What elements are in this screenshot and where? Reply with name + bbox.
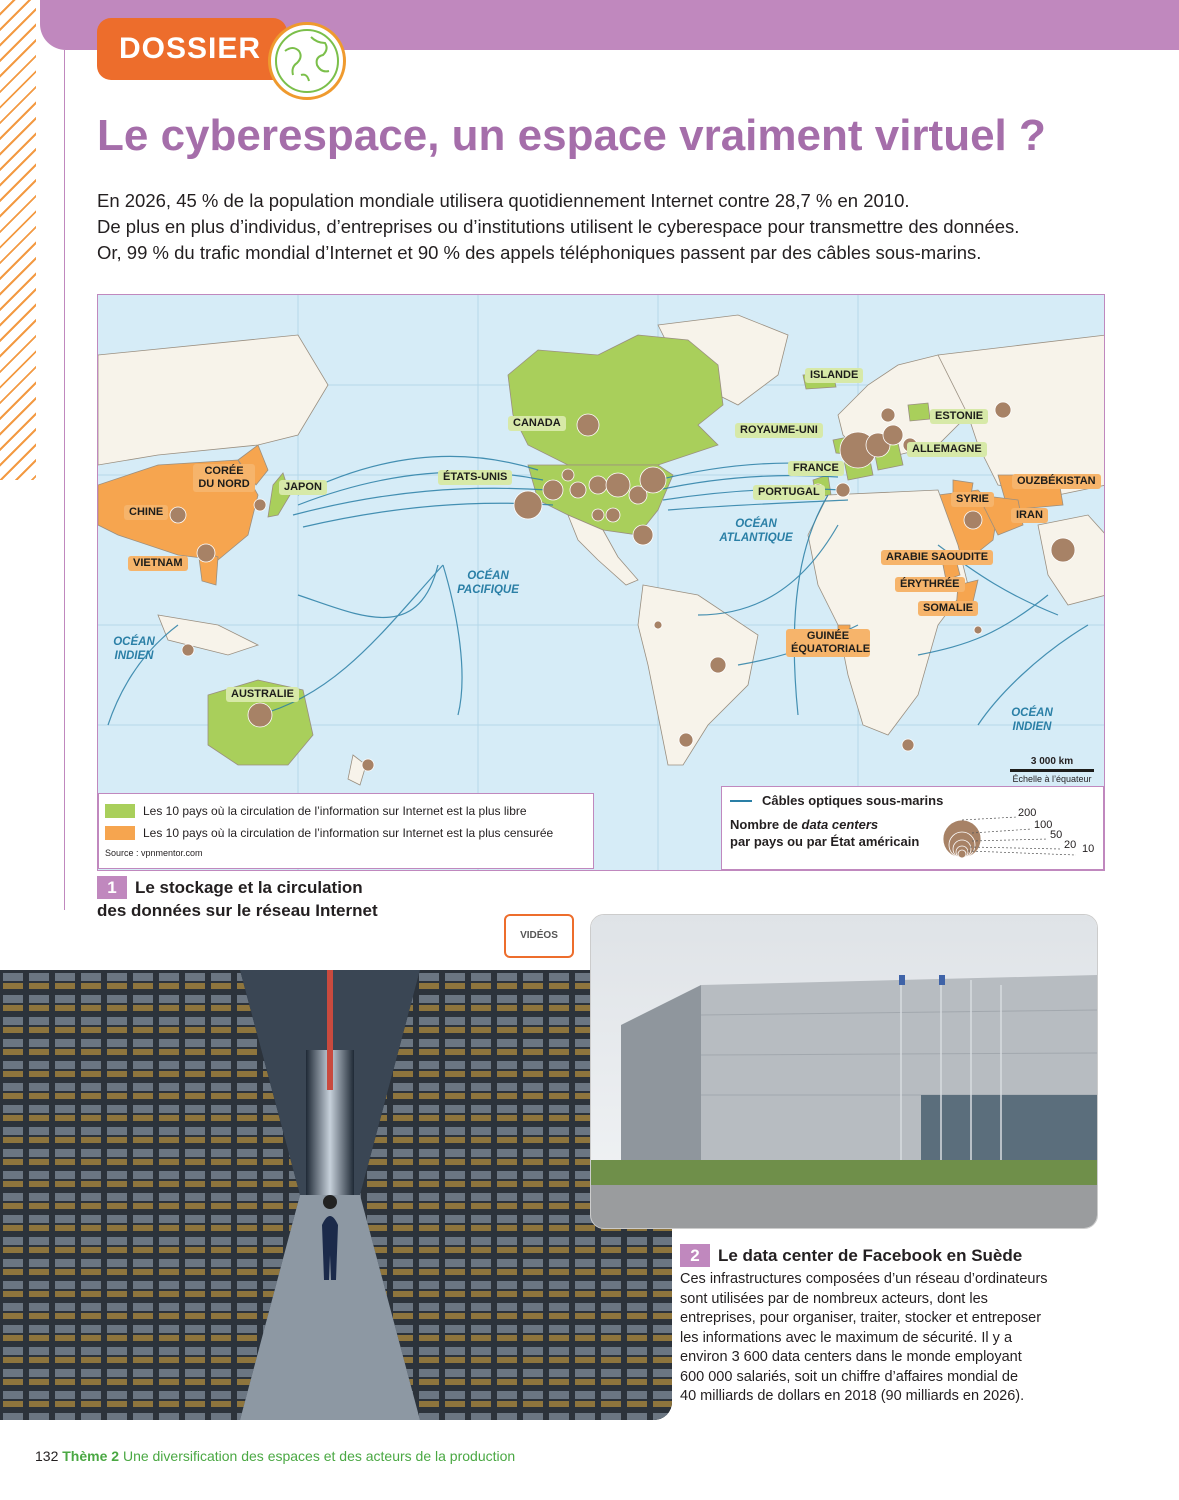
label-allemagne: ALLEMAGNE [907,442,987,457]
datacenter-circle [362,759,374,771]
doc2-number: 2 [680,1244,710,1267]
datacenter-circle [974,626,982,634]
scale-bar [1010,769,1094,772]
legend-cable-swatch [730,800,752,802]
map-source: Source : vpnmentor.com [105,848,203,858]
label-erythree: ÉRYTHRÉE [895,577,965,592]
doc2-line: 40 milliards de dollars en 2018 (90 milliards en 2026). [680,1388,1025,1404]
dossier-tag: DOSSIER [97,18,287,80]
doc2-body [680,1270,1100,1407]
datacenter-circle [640,467,666,493]
legend-cable-row [730,793,1095,808]
doc1-number: 1 [97,876,127,899]
datacenter-circle [654,621,662,629]
doc2-line: environ 3 600 data centers dans le monde employant [680,1349,1022,1365]
facebook-datacenter-photo [590,914,1098,1229]
intro-line: En 2026, 45 % de la population mondiale utilisera quotidiennement Internet contre 28,7 % en 2010. [97,190,910,211]
map-scale [1010,756,1094,784]
world-map [97,294,1105,871]
datacenter-circle [514,491,542,519]
label-portugal: PORTUGAL [753,485,825,500]
legend-circle-100: 100 [1034,819,1053,831]
doc2-line: 600 000 salariés, soit un chiffre d’affaires mondial de [680,1368,1019,1385]
legend-circle-50: 50 [1050,829,1063,841]
label-etats-unis: ÉTATS-UNIS [438,470,512,485]
legend-dc-prefix: Nombre de [730,817,802,832]
label-japon: JAPON [279,480,327,495]
legend-censored-row [105,822,587,844]
datacenter-circle [633,525,653,545]
doc2-line: Ces infrastructures composées d’un réseau d’ordinateurs [680,1271,1048,1287]
legend-circle-200: 200 [1018,807,1037,819]
label-ouzbekistan: OUZBÉKISTAN [1012,474,1101,489]
datacenter-circle [964,511,982,529]
legend-free-row [105,800,587,822]
datacenter-circle [679,733,693,747]
doc2-line: entreprises, pour organiser, traiter, stocker et entreposer [680,1310,1042,1326]
ocean-atlantique-label: OCÉAN ATLANTIQUE [719,518,793,544]
label-france: FRANCE [788,461,844,476]
datacenter-circle [592,509,604,521]
datacenter-circle [881,408,895,422]
label-chine: CHINE [124,505,168,520]
label-islande: ISLANDE [805,368,863,383]
page-number: 132 [35,1448,59,1464]
datacenter-circle [577,414,599,436]
legend-circle-10: 10 [1082,843,1095,855]
datacenter-circle [710,657,726,673]
datacenter-circle [1051,538,1075,562]
footer-theme: Thème 2 [62,1448,120,1464]
label-arabie-saoudite: ARABIE SAOUDITE [881,550,993,565]
map-legend-countries [98,793,594,869]
scale-value: 3 000 km [1030,756,1074,767]
scale-note: Échelle à l’équateur [1012,774,1092,784]
datacenter-circle [543,480,563,500]
legend-censored-text: Les 10 pays où la circulation de l’information sur Internet est la plus censurée [143,826,554,840]
datacenter-circle [254,499,266,511]
label-canada: CANADA [508,416,566,431]
globe-icon [268,22,346,100]
datacenter-circle [182,644,194,656]
intro-line: De plus en plus d’individus, d’entreprises ou d’institutions utilisent le cyberespace pour transmettre des données. [97,216,1020,237]
legend-free-swatch [105,804,135,818]
legend-censored-swatch [105,826,135,840]
doc2-caption [680,1244,1100,1407]
datacenter-circle [170,507,186,523]
legend-circle-20: 20 [1064,839,1077,851]
map-legend-cables [721,786,1104,870]
intro-text [97,188,1157,266]
footer-title: Une diversification des espaces et des acteurs de la production [122,1448,516,1464]
label-vietnam: VIETNAM [128,556,188,571]
datacenter-circle [562,469,574,481]
doc1-caption-line1: Le stockage et la circulation [135,878,363,897]
label-iran: IRAN [1011,508,1048,523]
ocean-indien-right-label: OCÉAN INDIEN [1011,707,1053,733]
doc1-caption [97,876,378,922]
legend-dc-suffix: par pays ou par État américain [730,834,920,849]
ocean-indien-left-label: OCÉAN INDIEN [113,636,155,662]
label-coree-du-nord: CORÉE DU NORD [193,464,255,492]
page-title: Le cyberespace, un espace vraiment virtuel ? [97,111,1046,160]
datacenter-circle [995,402,1011,418]
label-estonie: ESTONIE [930,409,988,424]
margin-line [64,50,65,910]
legend-cable-text: Câbles optiques sous-marins [762,793,944,808]
doc2-title: Le data center de Facebook en Suède [718,1246,1023,1265]
datacenter-circle [606,508,620,522]
datacenter-circle [883,425,903,445]
label-syrie: SYRIE [951,492,994,507]
datacenter-circle [197,544,215,562]
datacenter-circle [248,703,272,727]
decorative-hatching [0,0,36,480]
label-australie: AUSTRALIE [226,687,299,702]
videos-button[interactable]: VIDÉOS [504,914,574,958]
intro-line: Or, 99 % du trafic mondial d’Internet et 90 % des appels téléphoniques passent par des câbles sous-marins. [97,242,982,263]
legend-free-text: Les 10 pays où la circulation de l’information sur Internet est la plus libre [143,804,527,818]
datacenter-circle [606,473,630,497]
doc2-line: les informations avec le maximum de sécurité. Il y a [680,1329,1013,1346]
label-somalie: SOMALIE [918,601,978,616]
legend-circles [942,809,1095,865]
datacenter-circle [836,483,850,497]
label-guinee-equatoriale: GUINÉE ÉQUATORIALE [786,629,870,657]
doc2-title-row [680,1244,1100,1267]
legend-dc-italic: data centers [801,817,879,832]
label-royaume-uni: ROYAUME-UNI [735,423,823,438]
datacenter-circle [570,482,586,498]
page-footer [35,1448,515,1464]
doc2-line: sont utilisées par de nombreux acteurs, dont les [680,1290,988,1307]
datacenter-circle [589,476,607,494]
server-corridor-photo [0,970,672,1420]
datacenter-circle [902,739,914,751]
doc1-caption-line2: des données sur le réseau Internet [97,901,378,920]
ocean-pacifique-label: OCÉAN PACIFIQUE [457,570,519,596]
